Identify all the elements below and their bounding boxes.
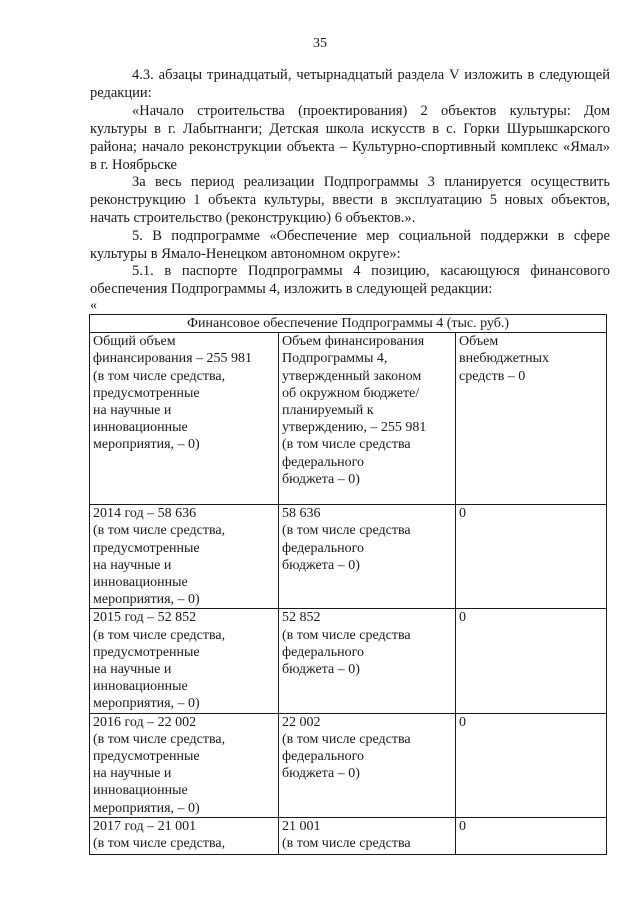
table-row	[90, 505, 607, 609]
row-2015-extrabudgetary: 0	[456, 609, 607, 713]
header-extrabudgetary: Объем внебюджетных средств – 0	[456, 333, 607, 505]
row-2017-budget: 21 001 (в том числе средства	[279, 817, 456, 854]
table-row	[90, 713, 607, 817]
page-number: 35	[313, 36, 327, 51]
table-row	[90, 817, 607, 854]
table-title-row	[90, 315, 607, 333]
paragraph-construction-start: «Начало строительства (проектирования) 2 объектов культуры: Дом культуры в г. Лабытнанги; Детская школа искусств в с. Горки Шурышкарского района; начало реконструкции объекта – Культурно-спортивный комплекс «Ямал» в г. Ноябрьске	[90, 103, 610, 173]
table-row	[90, 609, 607, 713]
table-title: Финансовое обеспечение Подпрограммы 4 (тыс. руб.)	[90, 315, 607, 333]
paragraph-implementation-period: За весь период реализации Подпрограммы 3 планируется осуществить реконструкцию 1 объекта культуры, ввести в эксплуатацию 5 новых объектов, начать строительство (реконструкцию) 6 объектов.».	[90, 174, 610, 226]
header-total-financing: Общий объем финансирования – 255 981 (в том числе средства, предусмотренные на научные и инновационные мероприятия, – 0)	[90, 333, 279, 505]
row-2014-budget: 58 636 (в том числе средства федерального бюджета – 0)	[279, 505, 456, 609]
row-2014-total: 2014 год – 58 636 (в том числе средства, предусмотренные на научные и инновационные мероприятия, – 0)	[90, 505, 279, 609]
paragraph-passport-5-1: 5.1. в паспорте Подпрограммы 4 позицию, касающуюся финансового обеспечения Подпрограммы 4, изложить в следующей редакции:	[90, 263, 610, 297]
row-2016-budget: 22 002 (в том числе средства федерального бюджета – 0)	[279, 713, 456, 817]
row-2017-total: 2017 год – 21 001 (в том числе средства,	[90, 817, 279, 854]
table-header-row	[90, 333, 607, 505]
opening-quote: «	[90, 298, 97, 313]
paragraph-subprogram-5: 5. В подпрограмме «Обеспечение мер социальной поддержки в сфере культуры в Ямало-Ненецком автономном округе»:	[90, 228, 610, 262]
header-budget-financing: Объем финансирования Подпрограммы 4, утвержденный законом об окружном бюджете/ планируемый к утверждению, – 255 981 (в том числе средства федерального бюджета – 0)	[279, 333, 456, 505]
paragraph-section-4-3: 4.3. абзацы тринадцатый, четырнадцатый раздела V изложить в следующей редакции:	[90, 67, 610, 101]
row-2017-extrabudgetary: 0	[456, 817, 607, 854]
row-2015-total: 2015 год – 52 852 (в том числе средства, предусмотренные на научные и инновационные мероприятия, – 0)	[90, 609, 279, 713]
row-2016-extrabudgetary: 0	[456, 713, 607, 817]
financing-table	[89, 314, 607, 855]
row-2014-extrabudgetary: 0	[456, 505, 607, 609]
row-2016-total: 2016 год – 22 002 (в том числе средства, предусмотренные на научные и инновационные мероприятия, – 0)	[90, 713, 279, 817]
row-2015-budget: 52 852 (в том числе средства федерального бюджета – 0)	[279, 609, 456, 713]
